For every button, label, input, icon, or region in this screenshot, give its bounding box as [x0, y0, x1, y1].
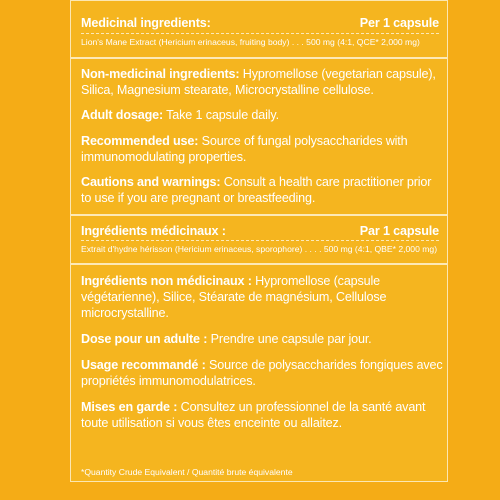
cautions-fr: Mises en garde : Consultez un professionnel de la santé avant — [81, 400, 426, 414]
medicinal-ingredients-heading-fr: Ingrédients médicinaux : Par 1 capsule — [81, 224, 439, 238]
per-capsule-label: Per 1 capsule — [359, 16, 439, 30]
nonmed-ingredients-en: Non-medicinal ingredients: Hypromellose (vegetarian capsule), — [81, 67, 436, 81]
footnote: *Quantity Crude Equivalent / Quantité brute équivalente — [81, 467, 293, 477]
adult-dosage-en: Adult dosage: Take 1 capsule daily. — [81, 108, 279, 122]
ingredient-line-en: Lion's Mane Extract (Hericium erinaceus, fruiting body) . . . 500 mg (4:1, QCE* 2,000 mg) — [81, 37, 420, 47]
nonmed-ingredients-fr-3: microcrystalline. — [81, 306, 169, 320]
adult-dosage-fr: Dose pour un adulte : Prendre une capsule par jour. — [81, 332, 372, 346]
cautions-fr-2: toute utilisation si vous êtes enceinte ou allaitez. — [81, 416, 343, 430]
ingredient-line-fr: Extrait d'hydne hérisson (Hericium erinaceus, sporophore) . . . . 500 mg (4:1, QBE* 2,000 mg) — [81, 244, 438, 254]
medicinal-ingredients-heading: Medicinal ingredients: Per 1 capsule — [81, 16, 439, 30]
supplement-facts-panel — [70, 0, 448, 482]
dashed-divider — [81, 33, 439, 34]
nonmed-ingredients-fr-2: végétarienne), Silice, Stéarate de magnésium, Cellulose — [81, 290, 387, 304]
cautions-en: Cautions and warnings: Consult a health care practitioner prior — [81, 175, 432, 189]
dashed-divider-fr — [81, 240, 439, 241]
nonmed-ingredients-en-2: Silica, Magnesium stearate, Microcrystalline cellulose. — [81, 83, 374, 97]
recommended-use-en-2: immunomodulating properties. — [81, 150, 247, 164]
recommended-use-en: Recommended use: Source of fungal polysaccharides with — [81, 134, 408, 148]
recommended-use-fr: Usage recommandé : Source de polysaccharides fongiques avec — [81, 358, 443, 372]
recommended-use-fr-2: propriétés immunomodulatrices. — [81, 374, 256, 388]
language-divider — [71, 214, 447, 216]
section-divider — [71, 57, 447, 59]
section-divider-fr — [71, 263, 447, 265]
cautions-en-2: to use if you are pregnant or breastfeeding. — [81, 191, 316, 205]
nonmed-ingredients-fr: Ingrédients non médicinaux : Hypromellose (capsule — [81, 274, 381, 288]
per-capsule-label-fr: Par 1 capsule — [359, 224, 439, 238]
